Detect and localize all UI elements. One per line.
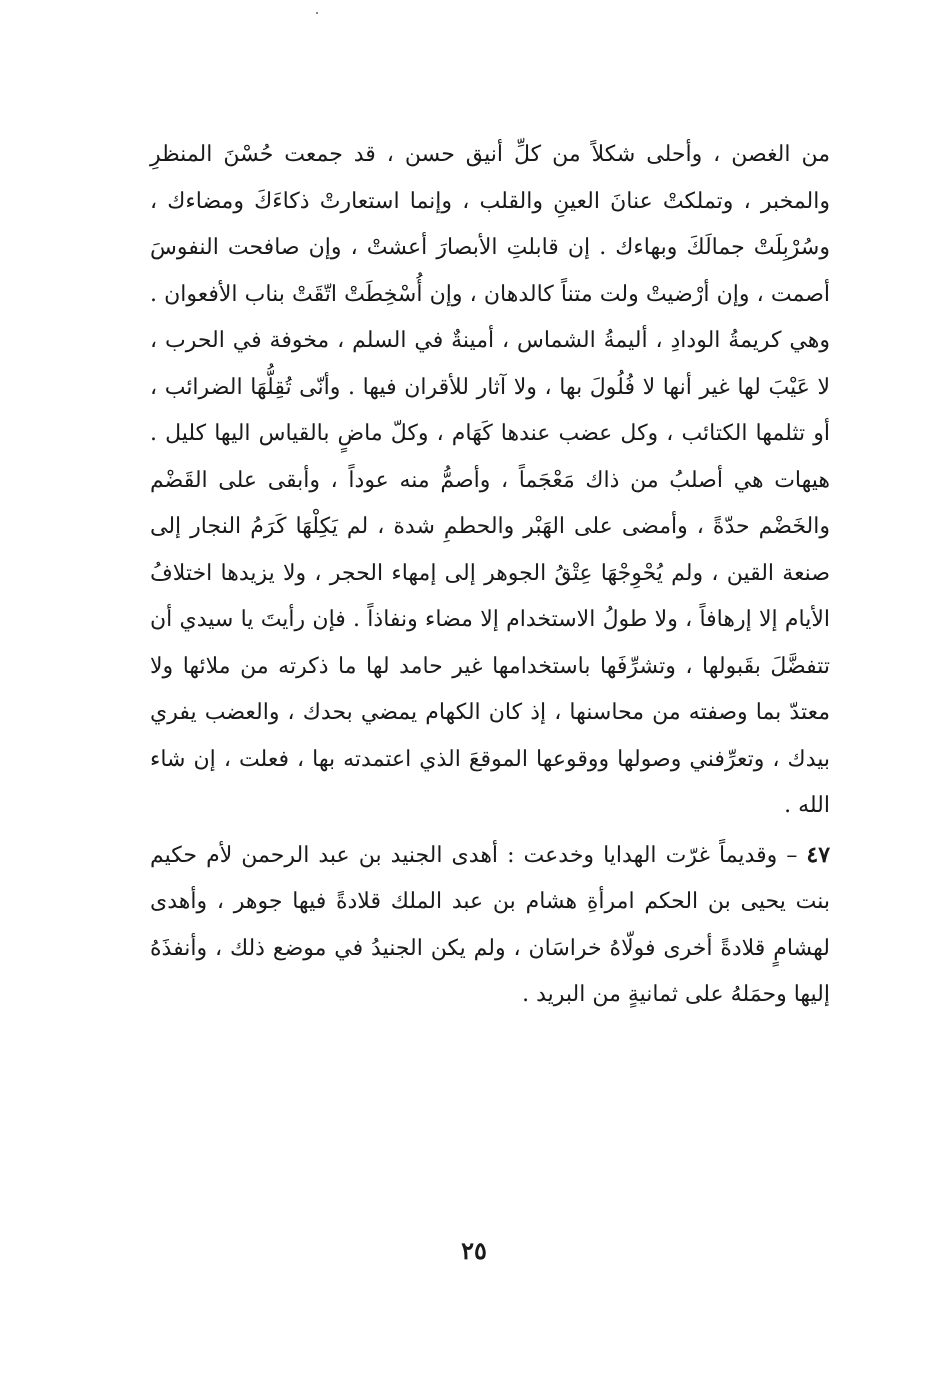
paragraph-continued: من الغصن ، وأحلى شكلاً من كلِّ أنيق حسن ، قد جمعت حُسْنَ المنظرِ والمخبر ، وتملكتْ عنانَ العينِ والقلب ، وإنما استعارتْ ذكاءَكَ ومضاءك ، وسُرْبِلَتْ جمالَكَ وبهاءك . إن قابلتِ الأبصارَ أعشتْ ، وإن صافحت النفوسَ أصمت ، وإن أرْضيتْ ولت متناً كالدهان ، وإن أُسْخِطَتْ اتّقَتْ بناب الأفعوان . وهي كريمةُ الودادِ ، أليمةُ الشماس ، أمينةٌ في السلم ، مخوفة في الحرب ، لا عَيْبَ لها غير أنها لا فُلُولَ بها ، ولا آثار للأقران فيها . وأنّى تُقِلُّهَا الضرائب ، أو تثلمها الكتائب ، وكل عضب عندها كَهَام ، وكلّ ماضٍ بالقياس اليها كليل . هيهات هي أصلبُ من ذاك مَعْجَماً ، وأصمُّ منه عوداً ، وأبقى على القَضْم والخَضْم حدّةً ، وأمضى على الهَبْر والحطمِ شدة ، لم يَكِلْهَا كَرَمُ النجار إلى صنعة القين ، ولم يُحْوِجْهَا عِتْقُ الجوهر إلى إمهاء الحجر ، ولا يزيدها اختلافُ الأيام إلا إرهافاً ، ولا طولُ الاستخدام إلا مضاء ونفاذاً . فإن رأيتَ يا سيدي أن تتفضَّلَ بقَبولها ، وتشرِّفَها باستخدامها غير حامد لها ما ذكرته من ملائها ولا معتدّ بما وصفته من محاسنها ، إذ كان الكهام يمضي بحدك ، والعضب يفري بيدك ، وتعرِّفني وصولها ووقوعها الموقعَ الذي اعتمدته بها ، فعلت ، إن شاء الله . (150, 142, 830, 818)
paragraph-number: ٤٧ (806, 841, 831, 868)
page-text (150, 132, 830, 1019)
paragraph-47 (150, 832, 830, 1019)
paragraph-47-text: وقديماً غرّت الهدايا وخدعت : أهدى الجنيد بن عبد الرحمن لأم حكيم بنت يحيى بن الحكم امرأةِ هشام بن عبد الملك قلادةً فيها جوهر ، وأهدى لهشامٍ قلادةً أخرى فولّاهُ خراسَان ، ولم يكن الجنيدُ في موضع ذلك ، وأنفذَهُ إليها وحمَلهُ على ثمانيةٍ من البريد . (150, 842, 830, 1007)
paragraph-dash: – (786, 842, 798, 868)
page-number: ٢٥ (461, 1236, 487, 1265)
scan-mark (316, 12, 318, 14)
